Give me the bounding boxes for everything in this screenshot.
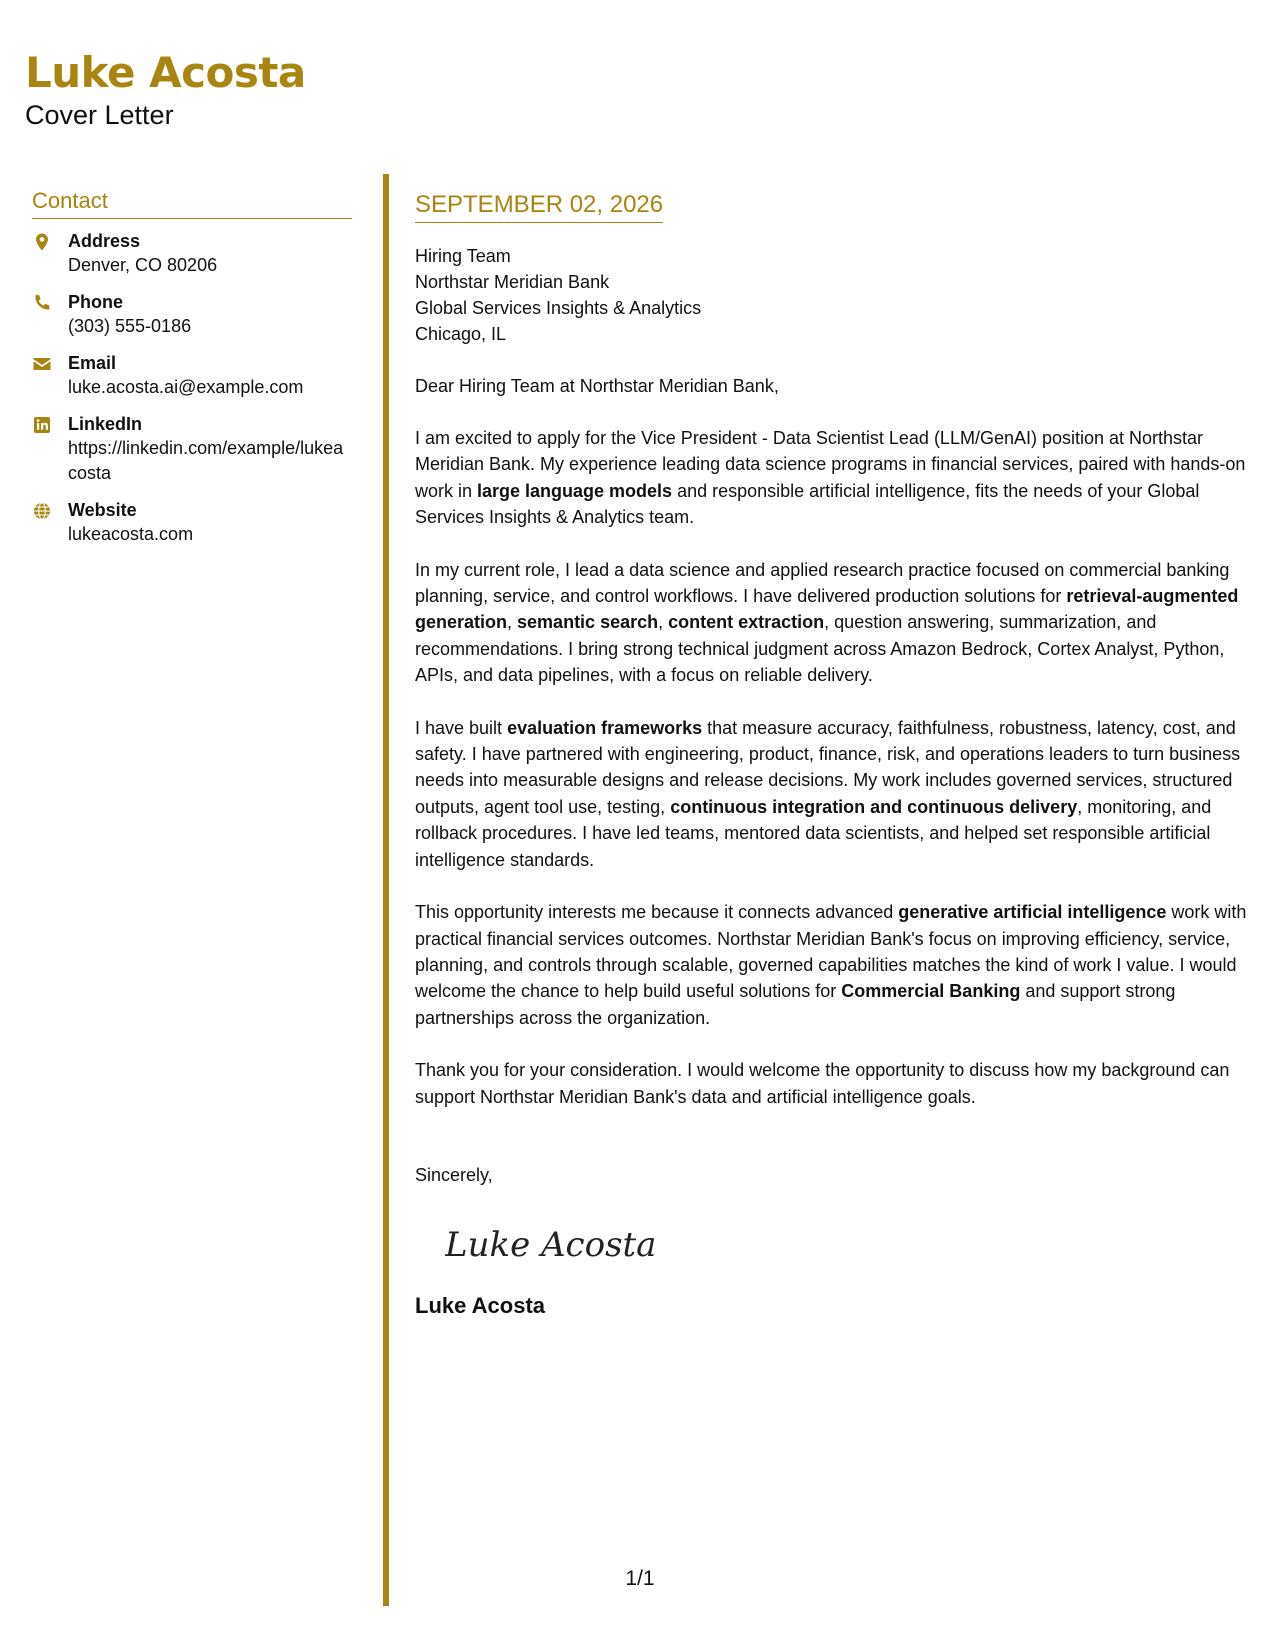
recipient-line: Hiring Team <box>415 246 511 266</box>
contact-label: Email <box>68 353 117 373</box>
contact-label: LinkedIn <box>68 414 143 434</box>
recipient-line: Global Services Insights & Analytics <box>415 298 702 318</box>
paragraph-text: This opportunity interests me because it connects advanced <box>415 902 899 923</box>
contact-item-address <box>32 229 352 278</box>
contact-label: Phone <box>68 292 124 312</box>
recipient-line: Northstar Meridian Bank <box>415 272 610 292</box>
contact-value: https://linkedin.com/example/lukeacosta <box>68 438 344 483</box>
paragraph-text: I am excited to apply for the Vice President - Data Scientist Lead (LLM/GenAI) position at Northstar Meridian Bank. My experience leading data science programs in financial services, paired with hands-on work in <box>415 428 1246 501</box>
letter-paragraph <box>415 715 1250 873</box>
paragraph-text: work with practical financial services outcomes. Northstar Meridian Bank's focus on improving efficiency, service, planning, and controls through scalable, governed capabilities matches the kind of work I value. I would welcome the chance to help build useful solutions for <box>415 902 1247 1002</box>
signature-script: Luke Acosta <box>445 1224 657 1265</box>
paragraph-text: and responsible artificial intelligence, fits the needs of your Global Services Insights & Analytics team. <box>415 480 1200 528</box>
globe-icon <box>32 498 68 547</box>
contact-list <box>32 229 352 547</box>
salutation: Dear Hiring Team at Northstar Meridian Bank, <box>415 376 779 396</box>
header <box>25 48 306 131</box>
contact-heading: Contact <box>32 186 352 219</box>
applicant-name: Luke Acosta <box>25 48 306 97</box>
emphasis-text: content extraction <box>668 612 825 633</box>
emphasis-text: continuous integration and continuous delivery <box>670 796 1078 817</box>
letter-paragraph <box>415 557 1250 689</box>
page-number: 1/1 <box>625 1567 655 1590</box>
letter-paragraph <box>415 1057 1250 1110</box>
emphasis-text: Commercial Banking <box>841 981 1021 1002</box>
paragraph-text: and support strong partnerships across the organization. <box>415 981 1176 1028</box>
paragraph-text: that measure accuracy, faithfulness, robustness, latency, cost, and safety. I have partnered with engineering, product, finance, risk, and operations leaders to turn business needs into measurable designs and release decisions. My work includes governed services, structured outputs, agent tool use, testing, <box>415 717 1241 817</box>
recipient-line: Chicago, IL <box>415 324 507 344</box>
contact-value: lukeacosta.com <box>68 524 194 544</box>
contact-value: (303) 555-0186 <box>68 316 192 336</box>
envelope-icon <box>32 351 68 400</box>
contact-label: Website <box>68 500 137 520</box>
emphasis-text: evaluation frameworks <box>507 717 703 738</box>
emphasis-text: generative artificial intelligence <box>898 902 1167 923</box>
contact-value: Denver, CO 80206 <box>68 255 218 275</box>
closing: Sincerely, <box>415 1164 493 1185</box>
map-pin-icon <box>32 229 68 278</box>
signer-name: Luke Acosta <box>415 1292 546 1318</box>
contact-item-linkedin <box>32 412 352 486</box>
contact-value: luke.acosta.ai@example.com <box>68 377 304 397</box>
contact-item-website <box>32 498 352 547</box>
letter-paragraphs <box>415 425 1250 1110</box>
letter-body <box>415 190 1250 1320</box>
paragraph-text: , <box>507 612 518 633</box>
recipient-block <box>415 243 1250 347</box>
emphasis-text: retrieval-augmented generation <box>415 586 1239 633</box>
letter-date: SEPTEMBER 02, 2026 <box>415 190 663 223</box>
contact-item-email <box>32 351 352 400</box>
contact-item-phone <box>32 290 352 339</box>
document-title: Cover Letter <box>25 100 174 130</box>
emphasis-text: large language models <box>477 480 673 501</box>
contact-label: Address <box>68 231 141 251</box>
letter-paragraph <box>415 899 1250 1031</box>
contact-sidebar <box>32 186 352 559</box>
paragraph-text: , monitoring, and rollback procedures. I have led teams, mentored data scientists, and helped set responsible artificial intelligence standards. <box>415 796 1212 870</box>
emphasis-text: semantic search <box>517 612 659 633</box>
paragraph-text: Thank you for your consideration. I would welcome the opportunity to discuss how my background can support Northstar Meridian Bank's data and artificial intelligence goals. <box>415 1060 1230 1107</box>
signature <box>445 1212 1250 1272</box>
phone-icon <box>32 290 68 339</box>
paragraph-text: I have built <box>415 717 508 738</box>
paragraph-text: , question answering, summarization, and recommendations. I bring strong technical judgment across Amazon Bedrock, Cortex Analyst, Python, APIs, and data pipelines, with a focus on reliable delivery. <box>415 612 1225 686</box>
letter-paragraph <box>415 425 1250 531</box>
paragraph-text: , <box>658 612 669 633</box>
vertical-divider <box>383 174 389 1606</box>
linkedin-icon <box>32 412 68 486</box>
paragraph-text: In my current role, I lead a data science and applied research practice focused on commercial banking planning, service, and control workflows. I have delivered production solutions for <box>415 559 1230 607</box>
